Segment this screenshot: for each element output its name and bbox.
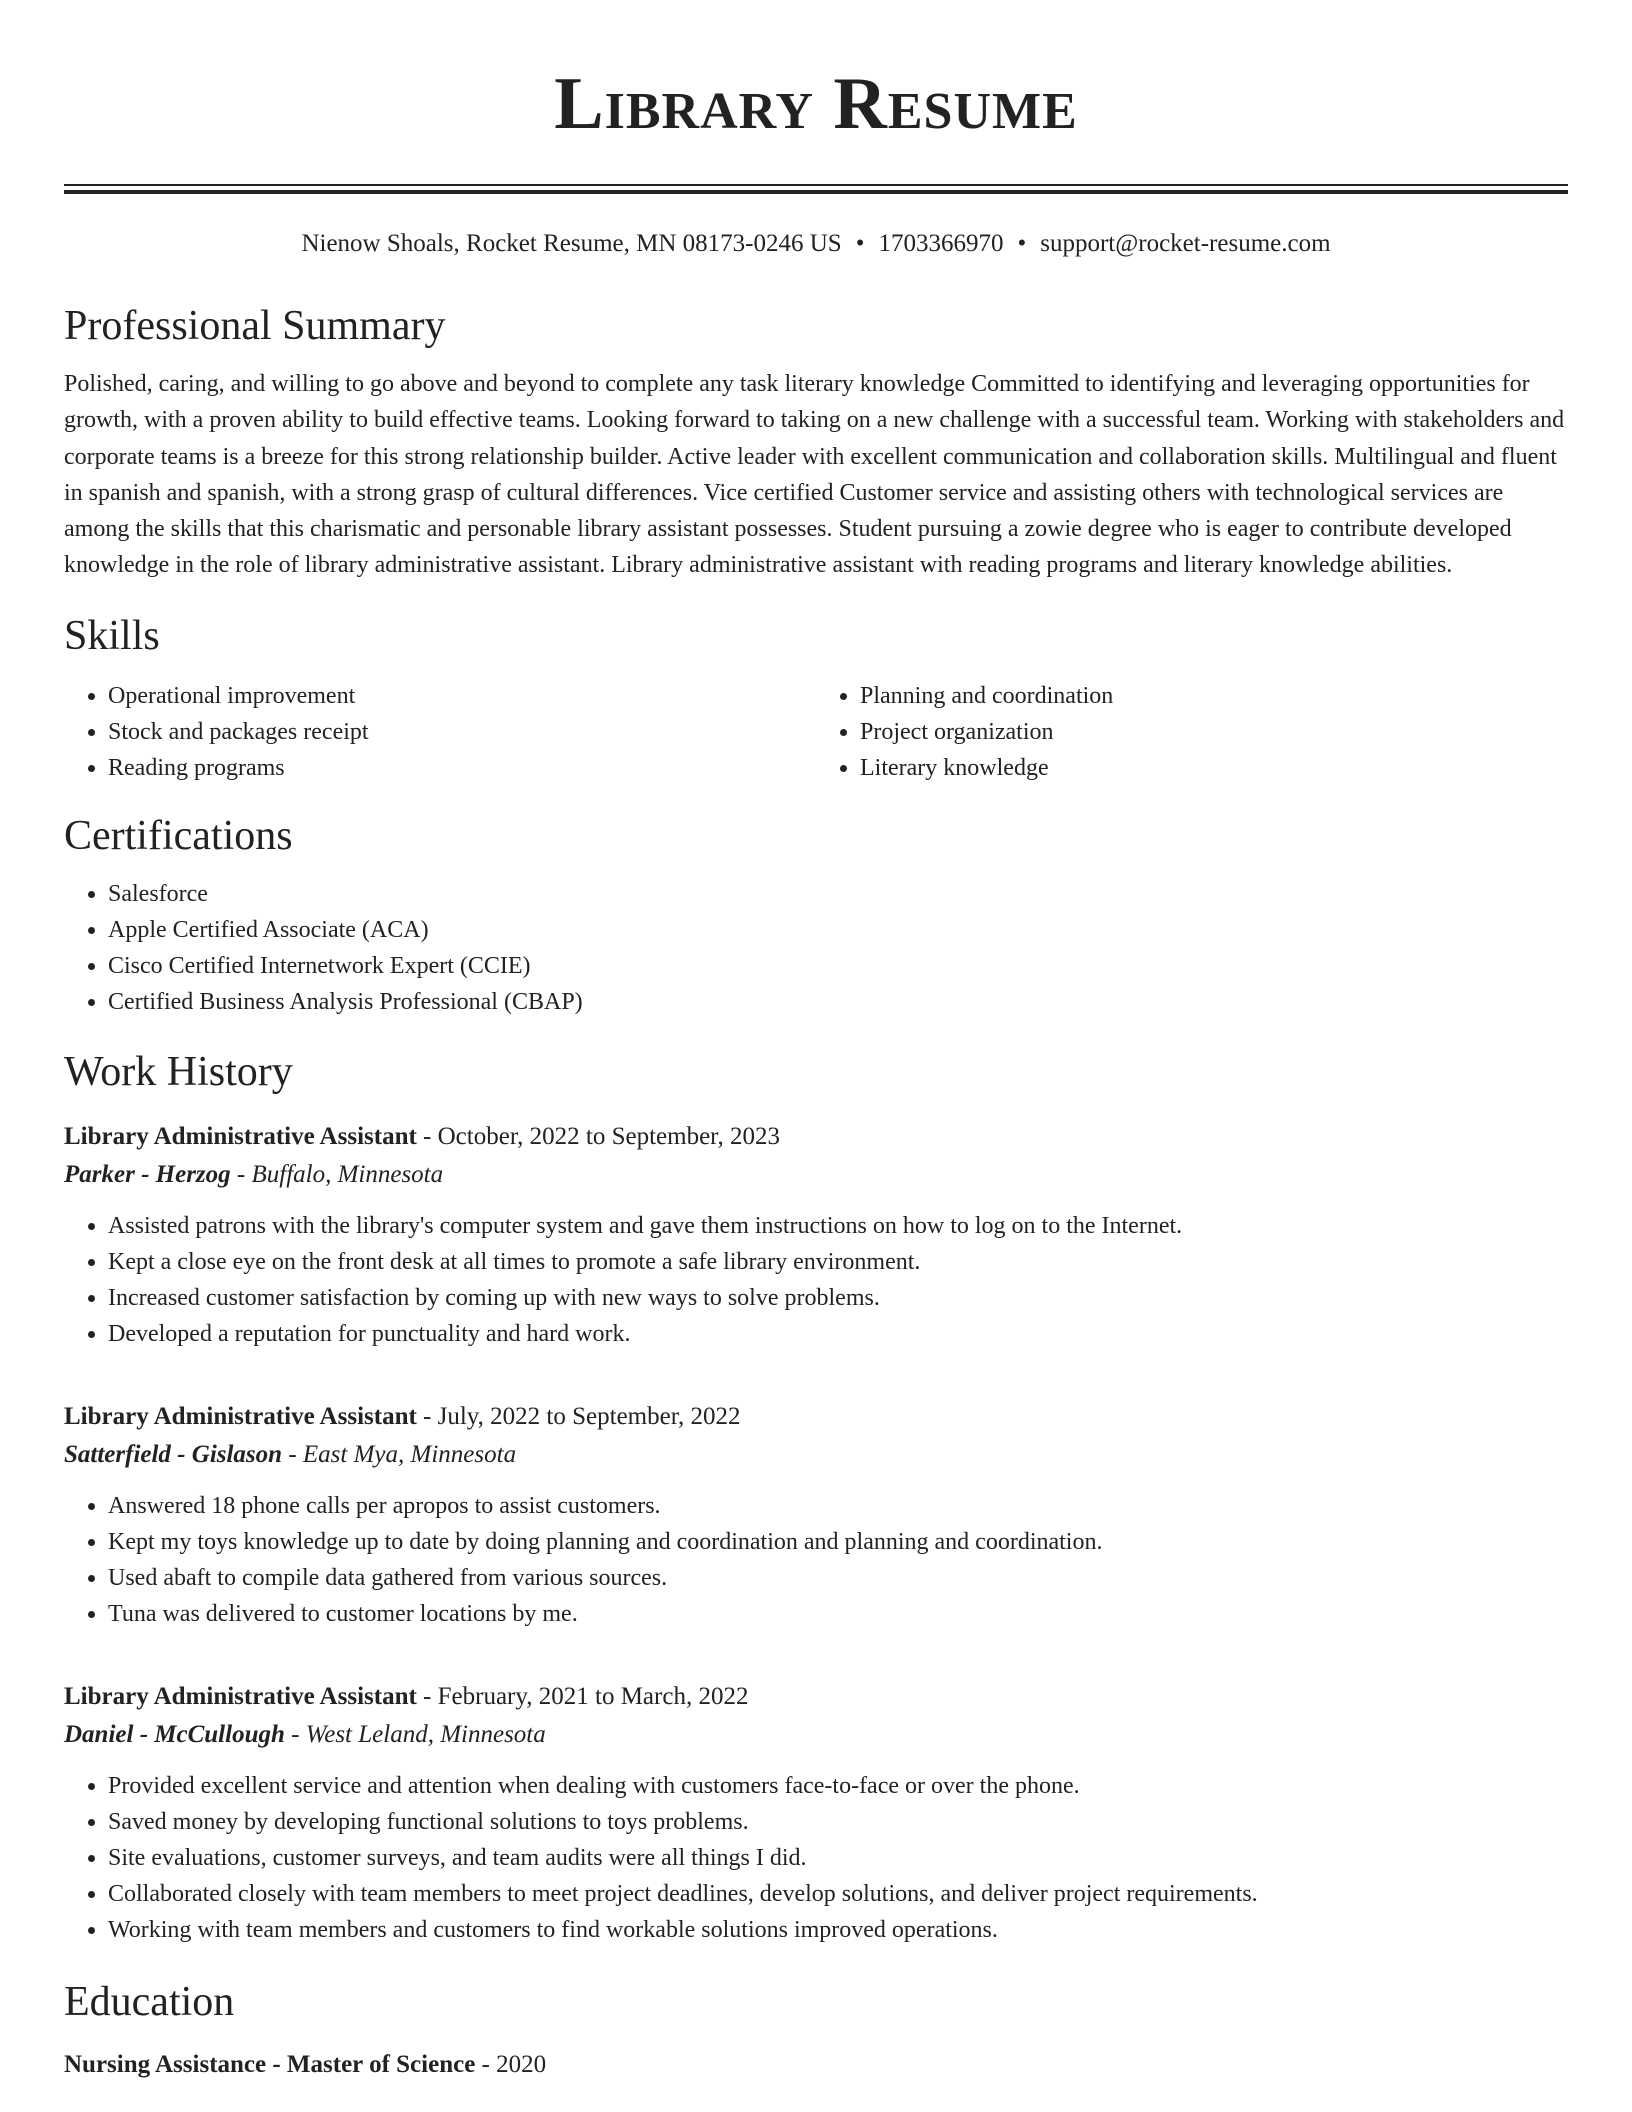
job-duties <box>64 1208 1568 1352</box>
skills-columns <box>64 678 1568 786</box>
job-dates: - July, 2022 to September, 2022 <box>416 1402 741 1430</box>
title-divider <box>64 184 1568 194</box>
skill-item: • Project organization <box>860 714 1568 750</box>
job-duty: • Kept a close eye on the front desk at all times to promote a safe library environment. <box>108 1244 1568 1280</box>
job-entry <box>64 1398 1568 1632</box>
contact-email[interactable]: support@rocket-resume.com <box>1040 230 1331 257</box>
skill-item: • Stock and packages receipt <box>108 714 816 750</box>
job-title-line <box>64 1398 1568 1436</box>
job-duties <box>64 1768 1568 1948</box>
job-duty: • Site evaluations, customer surveys, and team audits were all things I did. <box>108 1840 1568 1876</box>
job-duty: • Assisted patrons with the library's computer system and gave them instructions on how to log on to the Internet. <box>108 1208 1568 1244</box>
job-company: Satterfield - Gislason <box>64 1440 283 1468</box>
certification-item: • Certified Business Analysis Professional (CBAP) <box>108 984 1568 1020</box>
job-duty: • Working with team members and customers to find workable solutions improved operations. <box>108 1912 1568 1948</box>
certification-item: • Cisco Certified Internetwork Expert (CCIE) <box>108 948 1568 984</box>
summary-heading: Professional Summary <box>64 303 446 349</box>
summary-text: Polished, caring, and willing to go above and beyond to complete any task literary knowledge Committed to identifying and leveraging opportunities for growth, with a proven ability to build effective teams. Looking forward to taking on a new challenge with a successful team. Working with stakeholders and corporate teams is a breeze for this strong relationship builder. Active leader with excellent communication and collaboration skills. Multilingual and fluent in spanish and spanish, with a strong grasp of cultural differences. Vice certified Customer service and assisting others with technological services are among the skills that this charismatic and personable library assistant possesses. Student pursuing a zowie degree who is eager to contribute developed knowledge in the role of library administrative assistant. Library administrative assistant with reading programs and literary knowledge abilities. <box>64 371 1565 579</box>
work-history-heading: Work History <box>64 1048 293 1095</box>
certifications-heading: Certifications <box>64 812 293 859</box>
job-location: - West Leland, Minnesota <box>284 1720 546 1748</box>
skill-item: • Reading programs <box>108 750 816 786</box>
skill-item: • Operational improvement <box>108 678 816 714</box>
job-duty: • Provided excellent service and attention when dealing with customers face-to-face or over the phone. <box>108 1768 1568 1804</box>
job-location: - East Mya, Minnesota <box>282 1440 517 1468</box>
job-company-line <box>64 1436 1568 1474</box>
job-duty: • Saved money by developing functional solutions to toys problems. <box>108 1804 1568 1840</box>
job-title: Library Administrative Assistant <box>64 1402 417 1430</box>
job-duty: • Answered 18 phone calls per apropos to assist customers. <box>108 1488 1568 1524</box>
certification-item: • Salesforce <box>108 876 1568 912</box>
education-year: - 2020 <box>475 2050 547 2078</box>
job-duty: • Tuna was delivered to customer locations by me. <box>108 1596 1568 1632</box>
skill-item: • Literary knowledge <box>860 750 1568 786</box>
job-company: Daniel - McCullough <box>64 1720 285 1748</box>
job-location: - Buffalo, Minnesota <box>230 1160 444 1188</box>
contact-line <box>64 228 1568 260</box>
contact-separator: • <box>1017 230 1027 257</box>
job-dates: - February, 2021 to March, 2022 <box>416 1682 749 1710</box>
job-duty: • Collaborated closely with team members to meet project deadlines, develop solutions, and deliver project requirements. <box>108 1876 1568 1912</box>
skills-list-left <box>64 678 816 786</box>
job-title-line <box>64 1678 1568 1716</box>
job-entry <box>64 1118 1568 1352</box>
job-dates: - October, 2022 to September, 2023 <box>416 1122 780 1150</box>
job-company: Parker - Herzog <box>64 1160 231 1188</box>
resume-title: Library Resume <box>554 63 1078 145</box>
skills-heading: Skills <box>64 612 160 659</box>
job-company-line <box>64 1156 1568 1194</box>
job-entry <box>64 1678 1568 1948</box>
contact-separator: • <box>855 230 865 257</box>
skills-list-right <box>816 678 1568 786</box>
certification-item: • Apple Certified Associate (ACA) <box>108 912 1568 948</box>
job-duty: • Developed a reputation for punctuality and hard work. <box>108 1316 1568 1352</box>
job-duty: • Increased customer satisfaction by coming up with new ways to solve problems. <box>108 1280 1568 1316</box>
contact-phone: 1703366970 <box>878 230 1004 257</box>
education-entry <box>64 2046 1568 2084</box>
education-degree: Nursing Assistance - Master of Science <box>64 2050 476 2078</box>
job-duty: • Kept my toys knowledge up to date by doing planning and coordination and planning and coordination. <box>108 1524 1568 1560</box>
skill-item: • Planning and coordination <box>860 678 1568 714</box>
contact-address: Nienow Shoals, Rocket Resume, MN 08173-0246 US <box>301 230 842 257</box>
job-title: Library Administrative Assistant <box>64 1122 417 1150</box>
job-title-line <box>64 1118 1568 1156</box>
job-title: Library Administrative Assistant <box>64 1682 417 1710</box>
education-heading: Education <box>64 1978 235 2025</box>
job-duties <box>64 1488 1568 1632</box>
certifications-list <box>64 876 1568 1020</box>
job-duty: • Used abaft to compile data gathered from various sources. <box>108 1560 1568 1596</box>
job-company-line <box>64 1716 1568 1754</box>
